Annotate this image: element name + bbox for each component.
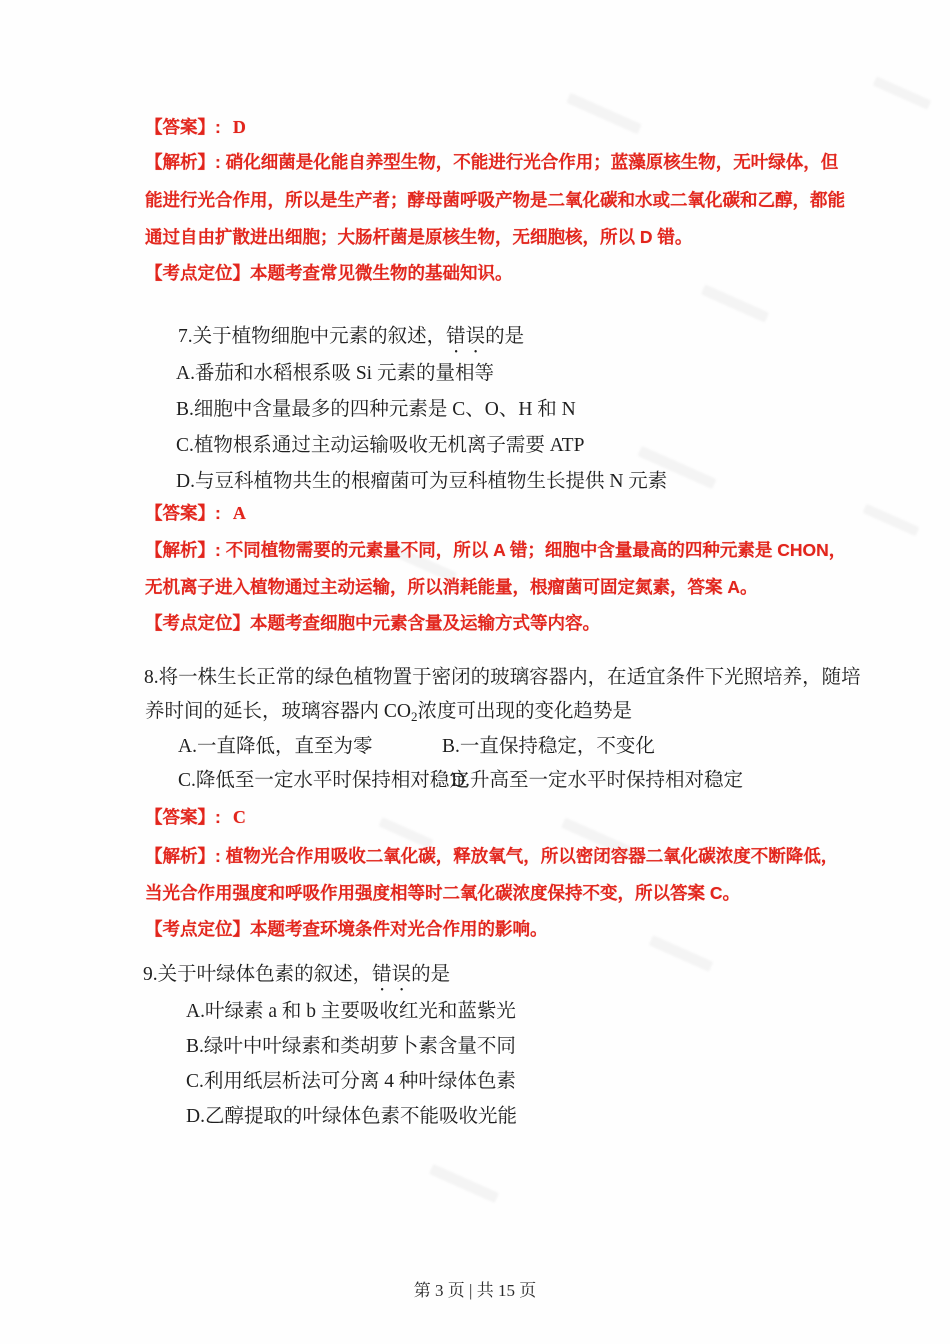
q7-option-a	[176, 361, 494, 387]
stem-text: 的是	[411, 964, 451, 985]
q7-analysis-line-1	[145, 537, 846, 563]
analysis-label: 【解析】:	[145, 540, 221, 560]
option-text: D.乙醇提取的叶绿体色素不能吸收光能	[186, 1106, 517, 1127]
q7-keypoint-line	[145, 610, 600, 636]
keypoint-text: 【考点定位】本题考查常见微生物的基础知识。	[145, 263, 513, 283]
stem-text: 8.将一株生长正常的绿色植物置于密闭的玻璃容器内，在适宜条件下光照培养，随培	[144, 667, 861, 688]
q6-analysis-line-3	[145, 224, 692, 250]
q9-option-c	[186, 1069, 516, 1095]
option-text: A.番茄和水稻根系吸 Si 元素的量相等	[176, 363, 494, 384]
q9-option-a	[186, 999, 516, 1025]
analysis-text: 能进行光合作用，所以是生产者；酵母菌呼吸产物是二氧化碳和水或二氧化碳和乙醇，都能	[145, 190, 845, 210]
keypoint-text: 【考点定位】本题考查环境条件对光合作用的影响。	[145, 919, 548, 939]
q8-option-d: D.升高至一定水平时保持相对稳定	[451, 770, 743, 791]
answer-label: 【答案】:	[145, 503, 221, 523]
analysis-text: 通过自由扩散进出细胞；大肠杆菌是原核生物，无细胞核，所以 D 错。	[145, 227, 693, 247]
option-text: B.绿叶中叶绿素和类胡萝卜素含量不同	[186, 1036, 516, 1057]
page-footer	[0, 1276, 950, 1301]
q9-stem	[143, 962, 450, 988]
option-text: B.细胞中含量最多的四种元素是 C、O、H 和 N	[176, 399, 576, 420]
q8-analysis-line-1	[145, 843, 838, 869]
analysis-text: 植物光合作用吸收二氧化碳，释放氧气，所以密闭容器二氧化碳浓度不断降低，	[225, 846, 839, 866]
q8-keypoint-line	[145, 916, 548, 942]
watermark-mark	[701, 284, 769, 323]
watermark-mark	[429, 1164, 499, 1203]
co2-subscript: 2	[410, 709, 418, 724]
page-number-info: 第 3 页 | 共 15 页	[413, 1281, 537, 1300]
q6-answer-line	[145, 114, 247, 140]
q9-option-b	[186, 1034, 516, 1060]
watermark-mark	[873, 76, 932, 110]
option-text: A.叶绿素 a 和 b 主要吸收红光和蓝紫光	[186, 1001, 516, 1022]
q8-option-b: B.一直保持稳定，不变化	[442, 736, 655, 757]
q9-option-d	[186, 1104, 517, 1130]
analysis-label: 【解析】:	[145, 152, 221, 172]
keypoint-text: 【考点定位】本题考查细胞中元素含量及运输方式等内容。	[145, 613, 600, 633]
answer-label: 【答案】:	[145, 117, 221, 137]
analysis-text: 不同植物需要的元素量不同，所以 A 错；细胞中含量最高的四种元素是 CHON，	[225, 540, 847, 560]
q8-analysis-line-2	[145, 880, 740, 906]
analysis-text: 无机离子进入植物通过主动运输，所以消耗能量，根瘤菌可固定氮素，答案 A。	[145, 577, 758, 597]
stem-text: 浓度可出现的变化趋势是	[417, 701, 632, 722]
q7-option-d	[176, 469, 667, 495]
option-text: C.利用纸层析法可分离 4 种叶绿体色素	[186, 1071, 516, 1092]
q6-analysis-line-1	[145, 149, 838, 175]
q6-analysis-line-2	[145, 187, 845, 213]
q8-answer-value: C	[232, 807, 247, 827]
q8-stem-line-2	[145, 699, 632, 725]
q6-answer-value: D	[232, 117, 247, 137]
analysis-text: 当光合作用强度和呼吸作用强度相等时二氧化碳浓度保持不变，所以答案 C。	[145, 883, 740, 903]
stem-text: 9.关于叶绿体色素的叙述，	[143, 964, 373, 985]
watermark-mark	[862, 504, 919, 537]
q7-answer-value: A	[232, 503, 247, 523]
watermark-mark	[649, 935, 714, 972]
q7-answer-line	[145, 500, 247, 526]
analysis-label: 【解析】:	[145, 846, 221, 866]
q8-option-row-2	[178, 768, 878, 794]
watermark-mark	[566, 93, 642, 135]
q7-option-c	[176, 433, 584, 459]
stem-text: 的是	[485, 326, 525, 347]
stem-emphasis: 错误	[446, 326, 486, 347]
analysis-text: 硝化细菌是化能自养型生物，不能进行光合作用；蓝藻原核生物，无叶绿体，但	[225, 152, 839, 172]
stem-text: 养时间的延长，玻璃容器内 CO	[145, 701, 411, 722]
answer-label: 【答案】:	[145, 807, 221, 827]
stem-text: 7.关于植物细胞中元素的叙述，	[178, 326, 447, 347]
q8-option-c: C.降低至一定水平时保持相对稳定	[178, 770, 469, 791]
q8-option-a: A.一直降低，直至为零	[178, 736, 373, 757]
q8-option-row-1	[178, 734, 878, 760]
q7-analysis-line-2	[145, 574, 758, 600]
q8-stem-line-1	[144, 665, 861, 691]
q6-keypoint-line	[145, 260, 513, 286]
option-text: C.植物根系通过主动运输吸收无机离子需要 ATP	[176, 435, 585, 456]
stem-emphasis: 错误	[372, 964, 412, 985]
q8-answer-line	[145, 804, 247, 830]
q7-stem	[178, 324, 524, 350]
option-text: D.与豆科植物共生的根瘤菌可为豆科植物生长提供 N 元素	[176, 471, 668, 492]
q7-option-b	[176, 397, 576, 423]
